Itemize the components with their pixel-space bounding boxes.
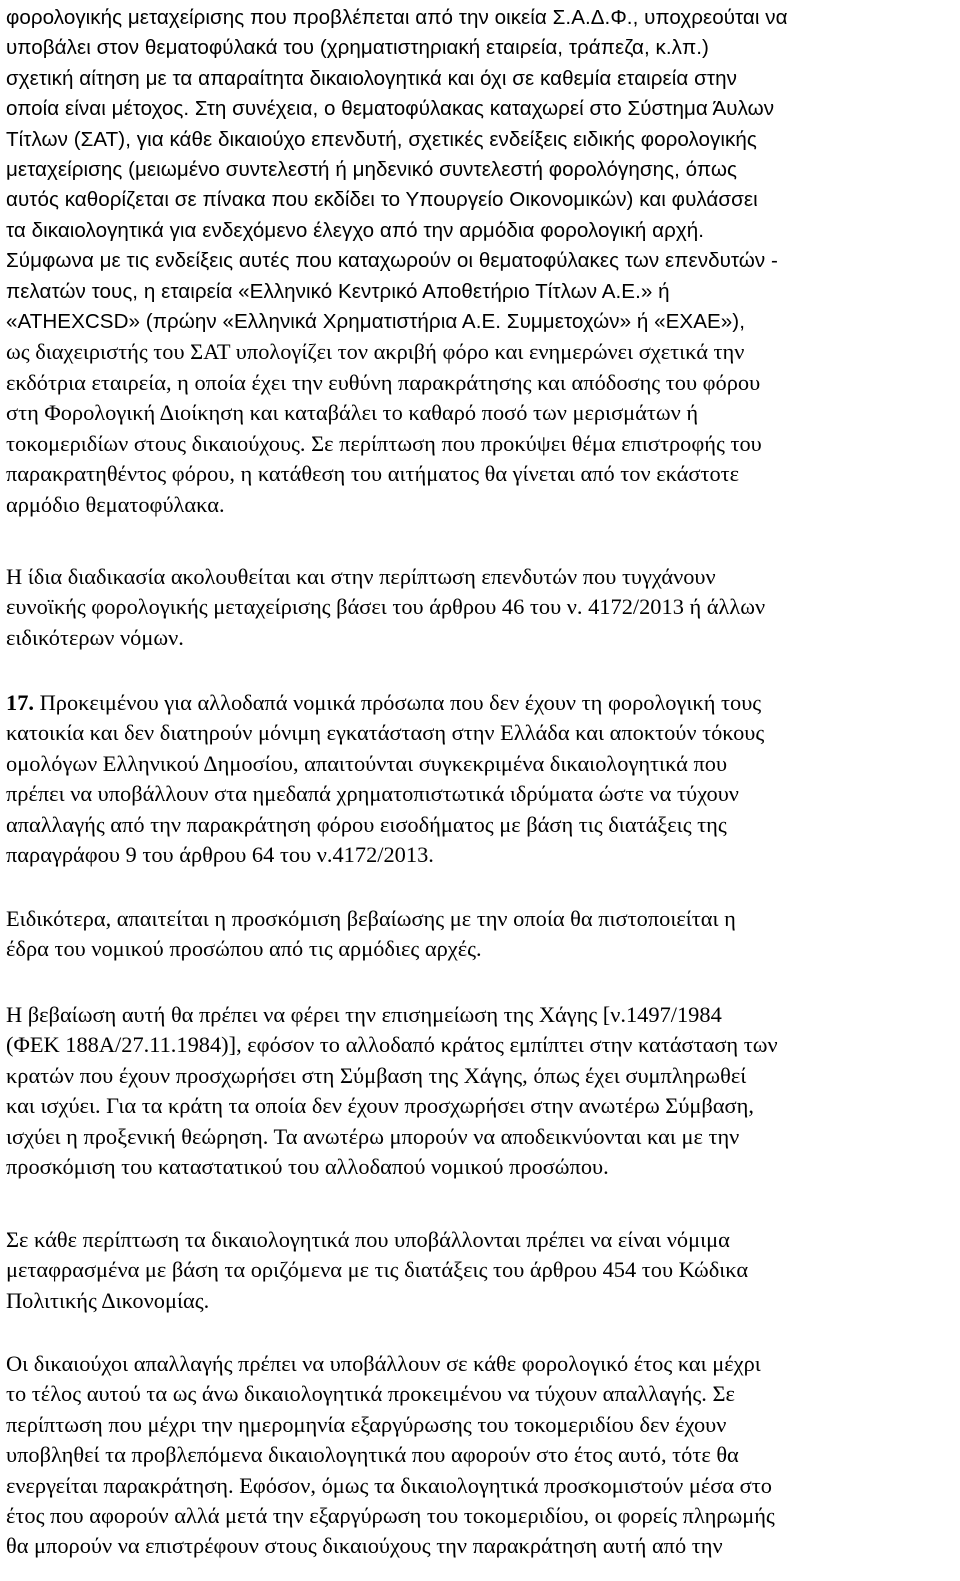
text-line: υποβληθεί τα προβλεπόμενα δικαιολογητικά που αφορούν στο έτος αυτό, τότε θα [6, 1442, 739, 1468]
text-line: και ισχύει. Για τα κράτη τα οποία δεν έχουν προσχωρήσει στην ανωτέρω Σύμβαση, [6, 1093, 754, 1119]
text-line: πρέπει να υποβάλλουν στα ημεδαπά χρηματοπιστωτικά ιδρύματα ώστε να τύχουν [6, 781, 739, 807]
text-line: οποία είναι μέτοχος. Στη συνέχεια, ο θεματοφύλακας καταχωρεί στο Σύστημα Άυλων [6, 97, 775, 121]
text-line [6, 688, 764, 718]
text-line: ομολόγων Ελληνικού Δημοσίου, απαιτούνται συγκεκριμένα δικαιολογητικά που [6, 750, 728, 776]
text-line: ως διαχειριστής του ΣΑΤ υπολογίζει τον ακριβή φόρο και ενημερώνει σχετικά την [6, 339, 745, 365]
text-line: στη Φορολογική Διοίκηση και καταβάλει το καθαρό ποσό των μερισμάτων ή [6, 400, 699, 426]
text-line: το τέλος αυτού τα ως άνω δικαιολογητικά προκειμένου να τύχουν απαλλαγής. Σε [6, 1381, 735, 1407]
text-line: Η ίδια διαδικασία ακολουθείται και στην περίπτωση επενδυτών που τυγχάνουν [6, 564, 716, 589]
text-line: τα δικαιολογητικά για ενδεχόμενο έλεγχο από την αρμόδια φορολογική αρχή. [6, 218, 704, 242]
text-line: Πολιτικής Δικονομίας. [6, 1287, 210, 1313]
text-line: αυτός καθορίζεται σε πίνακα που εκδίδει το Υπουργείο Οικονομικών) και φυλάσσει [6, 188, 758, 212]
text-line: κατοικία και δεν διατηρούν μόνιμη εγκατάσταση στην Ελλάδα και αποκτούν τόκους [6, 720, 765, 746]
text-line: Σε κάθε περίπτωση τα δικαιολογητικά που υποβάλλονται πρέπει να είναι νόμιμα [6, 1227, 730, 1252]
text-line: έτος που αφορούν αλλά μετά την εξαργύρωση του τοκομεριδίου, οι φορείς πληρωμής [6, 1503, 775, 1529]
paragraph-exemption-deadline [6, 1349, 775, 1562]
text-line: σχετική αίτηση με τα απαραίτητα δικαιολογητικά και όχι σε καθεμία εταιρεία στην [6, 66, 737, 90]
text-line: περίπτωση που μέχρι την ημερομηνία εξαργύρωσης του τοκομεριδίου δεν έχουν [6, 1411, 727, 1437]
text-line: υποβάλει στον θεματοφύλακά του (χρηματιστηριακή εταιρεία, τράπεζα, κ.λπ.) [6, 36, 709, 60]
text-line: ισχύει η προξενική θεώρηση. Τα ανωτέρω μπορούν να αποδεικνύονται και με την [6, 1123, 740, 1149]
text-line: τοκομεριδίων στους δικαιούχους. Σε περίπτωση που προκύψει θέμα επιστροφής του [6, 430, 762, 456]
text-line: θα μπορούν να επιστρέφουν στους δικαιούχους την παρακράτηση αυτή από την [6, 1533, 723, 1559]
paragraph-residence-certificate [6, 904, 736, 965]
text-line: παρακρατηθέντος φόρου, η κατάθεση του αιτήματος θα γίνεται από τον εκάστοτε [6, 461, 740, 487]
text-line: Οι δικαιούχοι απαλλαγής πρέπει να υποβάλλουν σε κάθε φορολογικό έτος και μέχρι [6, 1351, 761, 1376]
text-line: Η βεβαίωση αυτή θα πρέπει να φέρει την επισημείωση της Χάγης [ν.1497/1984 [6, 1002, 722, 1027]
paragraph-hague-apostille [6, 1000, 778, 1182]
paragraph-translation [6, 1225, 748, 1316]
text-line: ενεργείται παρακράτηση. Εφόσον, όμως τα δικαιολογητικά προσκομιστούν μέσα στο [6, 1472, 772, 1498]
text-line: Τίτλων (ΣΑΤ), για κάθε δικαιούχο επενδυτή, σχετικές ενδείξεις ειδικής φορολογικής [6, 127, 757, 151]
text-line: ευνοϊκής φορολογικής μεταχείρισης βάσει του άρθρου 46 του ν. 4172/2013 ή άλλων [6, 594, 766, 620]
text-line: παραγράφου 9 του άρθρου 64 του ν.4172/2013. [6, 842, 434, 868]
text-line: μεταχείρισης (μειωμένο συντελεστή ή μηδενικό συντελεστή φορολόγησης, όπως [6, 158, 737, 182]
text-line: προσκόμιση του καταστατικού του αλλοδαπού νομικού προσώπου. [6, 1154, 609, 1180]
paragraph-same-procedure [6, 562, 765, 653]
text-line: κρατών που έχουν προσχωρήσει στη Σύμβαση της Χάγης, όπως έχει συμπληρωθεί [6, 1062, 747, 1088]
text-line: «ATHEXCSD» (πρώην «Ελληνικά Χρηματιστήρια Α.Ε. Συμμετοχών» ή «ΕΧΑΕ»), [6, 310, 745, 334]
text-line: αρμόδιο θεματοφύλακα. [6, 491, 225, 517]
text-line: (ΦΕΚ 188Α/27.11.1984)], εφόσον το αλλοδαπό κράτος εμπίπτει στην κατάσταση των [6, 1032, 778, 1058]
text-line-start: Προκειμένου για αλλοδαπά νομικά πρόσωπα που δεν έχουν τη φορολογική τους [39, 690, 762, 715]
text-line: μεταφρασμένα με βάση τα οριζόμενα με τις διατάξεις του άρθρου 454 του Κώδικα [6, 1257, 749, 1283]
text-line: ειδικότερων νόμων. [6, 624, 184, 650]
document-page [6, 0, 956, 1559]
text-line: φορολογικής μεταχείρισης που προβλέπεται από την οικεία Σ.Α.Δ.Φ., υποχρεούται να [6, 6, 788, 29]
paragraph-17-foreign-entities [6, 688, 764, 870]
text-line: έδρα του νομικού προσώπου από τις αρμόδιες αρχές. [6, 936, 482, 962]
text-line: πελατών τους, η εταιρεία «Ελληνικό Κεντρικό Αποθετήριο Τίτλων Α.Ε.» ή [6, 279, 670, 303]
text-line: απαλλαγής από την παρακράτηση φόρου εισοδήματος με βάση τις διατάξεις της [6, 811, 727, 837]
text-line: Σύμφωνα με τις ενδείξεις αυτές που καταχωρούν οι θεματοφύλακες των επενδυτών - [6, 249, 778, 273]
text-line: εκδότρια εταιρεία, η οποία έχει την ευθύνη παρακράτησης και απόδοσης του φόρου [6, 369, 761, 395]
paragraph-number: 17. [6, 690, 34, 715]
text-line: Ειδικότερα, απαιτείται η προσκόμιση βεβαίωσης με την οποία θα πιστοποιείται η [6, 906, 736, 931]
paragraph-tax-treatment-custodian [6, 3, 956, 520]
